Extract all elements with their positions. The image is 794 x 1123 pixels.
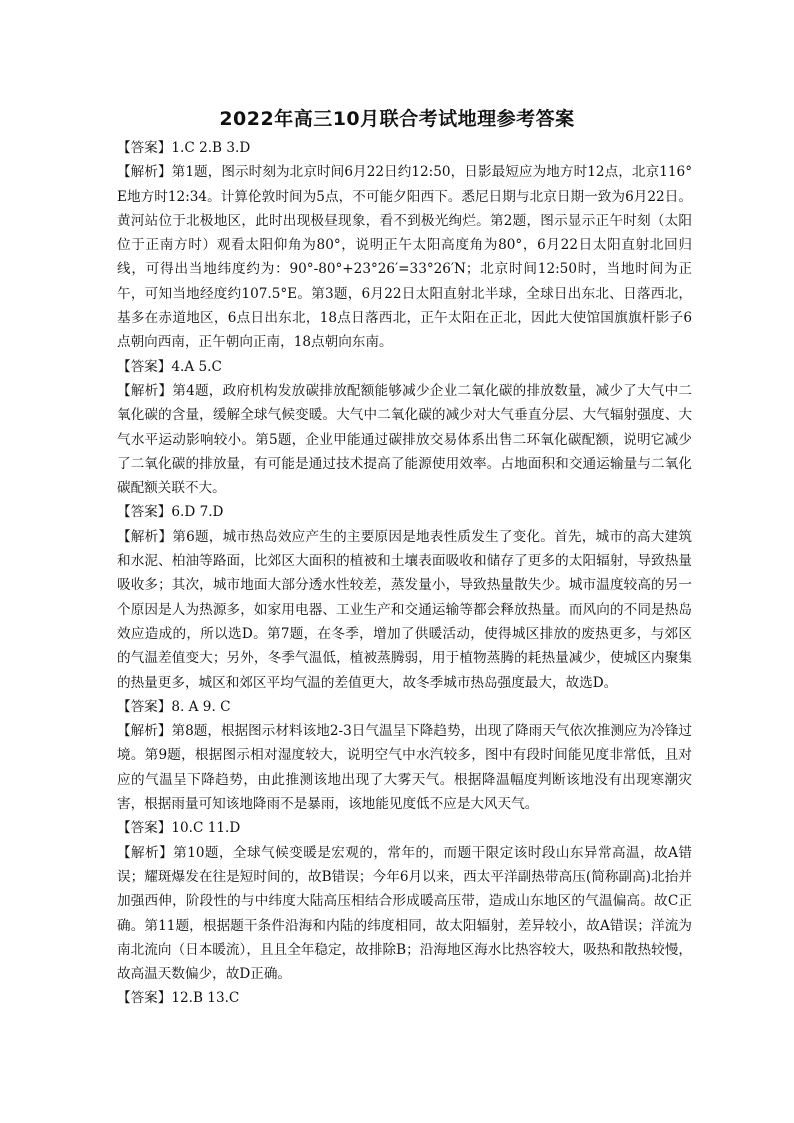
analysis-text: 第1题，图示时刻为北京时间6月22日约12:50，日影最短应为地方时12点，北京116° E地方时12:34。计算伦敦时间为5点，不可能夕阳西下。悉尼日期与北京日期一致为6月22日。黄河站位于北极地区，此时出现极昼现象，看不到极光绚烂。第2题，图示显示正午时刻（太阳位于正南方时）观看太阳仰角为80°，说明正午太阳高度角为80°，6月22日太阳直射北回归线，可得出当地纬度约为：90°-80°+23°26′=33°26′N；北京时间12:50时，当地时间为正午，可知当地经度约107.5°E。第3题，6月22日太阳直射北半球，全球日出东北、日落西北，基多在赤道地区，6点日出东北，18点日落西北，正午太阳在正北，因此大使馆国旗旗杆影子6点朝向西南，正午朝向正南，18点朝向东南。 [117, 164, 693, 351]
analysis-paragraph [117, 160, 692, 354]
analysis-tag: 【解析】 [117, 528, 173, 545]
analysis-text: 第6题，城市热岛效应产生的主要原因是地表性质发生了变化。首先，城市的高大建筑和水泥、柏油等路面，比郊区大面积的植被和土壤表面吸收和储存了更多的太阳辐射，导致热量吸收多；其次，城市地面大部分透水性较差，蒸发量小，导致热量散失少。城市温度较高的另一个原因是人为热源多，如家用电器、工业生产和交通运输等都会释放热量。而风向的不同是热岛效应造成的，所以选D。第7题，在冬季，增加了供暖活动，使得城区排放的废热更多，与郊区的气温差值变大；另外，冬季气温低，植被蒸腾弱，用于植物蒸腾的耗热量减少，使城区内聚集的热量更多，城区和郊区平均气温的差值更大，故冬季城市热岛强度最大，故选D。 [117, 528, 693, 691]
answer-text: 8. A 9. C [171, 698, 231, 715]
document-title: 2022年高三10月联合考试地理参考答案 [219, 108, 575, 130]
analysis-paragraph [117, 525, 692, 695]
answer-tag: 【答案】 [117, 820, 172, 837]
analysis-text: 第10题，全球气候变暖是宏观的，常年的，而题干限定该时段山东异常高温，故A错误；耀斑爆发在往是短时间的，故B错误；今年6月以来，西太平洋副热带高压(简称副高)北抬并加强西伸，阶段性的与中纬度大陆高压相结合形成暖高压带，造成山东地区的气温偏高。故C正确。第11题，根据题干条件沿海和内陆的纬度相同，故太阳辐射，差异较小，故A错误；洋流为南北流向（日本暖流），且且全年稳定，故排除B；沿海地区海水比热容较大，吸热和散热较慢，故高温天数偏少，故D正确。 [117, 844, 692, 983]
answer-paragraph [117, 355, 692, 379]
answer-tag: 【答案】 [117, 990, 172, 1007]
answer-tag: 【答案】 [117, 140, 172, 156]
answer-tag: 【答案】 [117, 698, 172, 715]
analysis-tag: 【解析】 [117, 723, 172, 740]
answer-paragraph [117, 136, 692, 160]
analysis-tag: 【解析】 [117, 164, 172, 181]
answer-text: 6.D 7.D [171, 504, 224, 521]
analysis-tag: 【解析】 [117, 844, 174, 861]
answer-paragraph [117, 500, 692, 524]
analysis-text: 第8题，根据图示材料该地2-3日气温呈下降趋势，出现了降雨天气依次推测应为冷锋过境。第9题，根据图示相对湿度较大，说明空气中水汽较多，图中有段时间能见度非常低，且对应的气温呈下降趋势，由此推测该地出现了大雾天气。根据降温幅度判断该地没有出现寒潮灾害，根据雨量可知该地降雨不是暴雨，该地能见度低不应是大风天气。 [117, 723, 692, 813]
answer-paragraph [117, 986, 692, 1010]
answer-paragraph [117, 695, 692, 719]
answer-text: 12.B 13.C [171, 990, 240, 1007]
analysis-paragraph [117, 379, 692, 500]
answer-text: 4.A 5.C [171, 358, 222, 375]
document-body [117, 136, 692, 1011]
analysis-text: 第4题，政府机构发放碳排放配额能够减少企业二氧化碳的排放数量，减少了大气中二氧化碳的含量，缓解全球气候变暖。大气中二氧化碳的减少对大气垂直分层、大气辐射强度、大气水平运动影响较小。第5题，企业甲能通过碳排放交易体系出售二环氧化碳配额，说明它减少了二氧化碳的排放量，有可能是通过技术提高了能源使用效率。占地面积和交通运输量与二氧化碳配额关联不大。 [117, 382, 693, 497]
answer-text: 1.C 2.B 3.D [171, 140, 251, 156]
answer-tag: 【答案】 [117, 358, 172, 375]
answer-text: 10.C 11.D [171, 820, 241, 837]
answer-tag: 【答案】 [117, 504, 172, 521]
analysis-paragraph [117, 719, 692, 816]
analysis-tag: 【解析】 [117, 382, 173, 399]
analysis-paragraph [117, 841, 692, 987]
answer-paragraph [117, 816, 692, 840]
